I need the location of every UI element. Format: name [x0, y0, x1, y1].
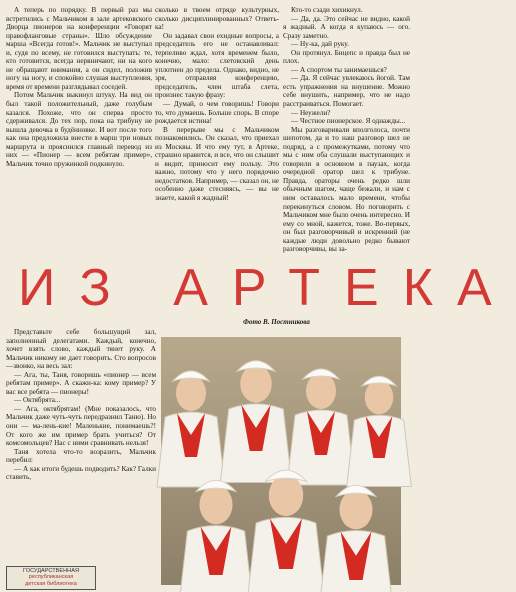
library-stamp [6, 566, 96, 590]
paragraph: — Думай, о чем говоришь! Говори то, что думаешь. Больше спорь. В споре рождается истина! [155, 100, 279, 126]
paragraph: — Ага, ты, Таня, говоришь «пионер — всем ребятам пример». А скажи-ка: кому пример? У вас все ребята — пионеры! [6, 370, 156, 396]
paragraph: Таня хотела что-то возразить, Мальчик перебил: [6, 447, 156, 465]
paragraph: — Ну-ка, дай руку. [291, 40, 349, 49]
paragraph: Представьте себе большущий зал, заполненный делегатами. Каждый, конечно, хочет взять слово, каждый тянет руку. А Мальчик никому не дает говорить. Сто вопросов—звонко, на весь зал: [6, 328, 156, 371]
paragraph: Кто-то сзади хихикнул. [291, 6, 363, 14]
paragraph: — Неужели? [291, 108, 331, 117]
paragraph: — Да, да. Это сейчас не видно, какой я жадный. А когда я купаюсь — ого. Сразу заметно. [283, 14, 410, 40]
paragraph: — Ага, октябрятам! (Мне показалось, что Мальчик даже чуть-чуть передразнил Таню). Но они — ма-лень-кие! Маленькие, понимаешь?! От кого же им пример брать учиться? От комсомольцев? Нас с ними сравнивать нельзя! [6, 404, 156, 448]
paragraph: — А спортом ты занимаешься? [291, 65, 387, 74]
pioneers-photo-illustration [161, 337, 401, 585]
paragraph: — Да. Я сейчас увлекаюсь йогой. Там есть упражнения на внушение. Можно себе внушить, например, что не надо расстраиваться. Помогает. [283, 74, 410, 109]
paragraph: Мы разговаривали вполголоса, почти шепотом, да и то наш разговор шел не подряд, а с промежутками, потому что мы с ним оба слушали выступающих и говорили в основном в паузах, когда очередной оратор шел к трибуне. Правда, ораторы очень редко шли обычным шагом, чаще бежали, и нам с ним оставалось мало времени, чтобы перекинуться словом. Но поговорить с Мальчиком мне было очень интересно. И ему со мной, кажется, тоже. Во-первых, он был разговорчивый и искренний (не каждые люди довольно редко бывают разговорчивы, вы за- [283, 125, 410, 254]
article-column-1 [6, 6, 152, 258]
stamp-line: ГОСУДАРСТВЕННАЯ [23, 568, 79, 574]
article-column-2 [155, 6, 279, 258]
paragraph: — А как итоги будешь подводить? Как? Галки ставить, [6, 464, 156, 482]
paragraph: В перерыве мы с Мальчиком познакомились. Он сказал, что приехал из Москвы. И что ему тут, в Артеке, страшно нравится, и все, что он слышит и видит, приносит ему пользу. Это важно, потому что у него порядочно недостатков. Например, — сказал он, не особенно даже стесняясь, — вы не знаете, какой я жадный! [155, 125, 279, 203]
paragraph: Он протянул. Бицепс и правда был не плох. [283, 48, 410, 66]
article-column-4 [6, 328, 156, 566]
paragraph: — Октябрята... [14, 396, 61, 405]
stamp-line: республиканская [28, 574, 74, 581]
photo-credit: Фото В. Постникова [243, 318, 310, 326]
stamp-line: детская библиотека [25, 580, 77, 587]
paragraph: А теперь по порядку. В первый раз мы встретились с Мальчиком в зале артековского Дворца пионеров на конференции «Говорят правофланговые страны». Шло обсуждение марша «Всегда готов!». Мальчик не выступал и, судя по всему, не готовился выступать: те, кто готовится, всегда нервничают, ни на кого не обращают внимания, а он сидел, положив ногу на ногу, и спокойно слушая выступления, время от времени разглядывал соседей. [6, 6, 152, 91]
pioneers-photo [161, 337, 401, 585]
paragraph: Потом Мальчик выкинул штуку. На вид он был такой положительный, даже голубым казался. Похоже, что он сперва просто сдерживался. До тех пор, пока на трибуну не вышла девочка в будённовке. И вот после того как она предложила внести в марш три новых маршрута и прояснился главный перевод из них — «Пионер — всем ребятам пример», Мальчик точно пружинкой подкинуло. [6, 91, 152, 168]
article-title: ИЗ АРТЕКА [18, 259, 516, 317]
paragraph: Он задавал свои ехидные вопросы, а председатель его не останавливал: терпеливо ждал, хотя временем было, конечно, мало: слетовский день уплотнен до предела. Однако, видно, не зря, отправляя конференцию, председатель, член штаба слета, произнес такую фразу: [155, 31, 279, 100]
paragraph: — Честное пионерское. Я однажды... [291, 117, 406, 126]
paragraph: сколько в твоем отряде культурных, сколько дисциплинированных? Ответь-ка! [155, 6, 279, 32]
